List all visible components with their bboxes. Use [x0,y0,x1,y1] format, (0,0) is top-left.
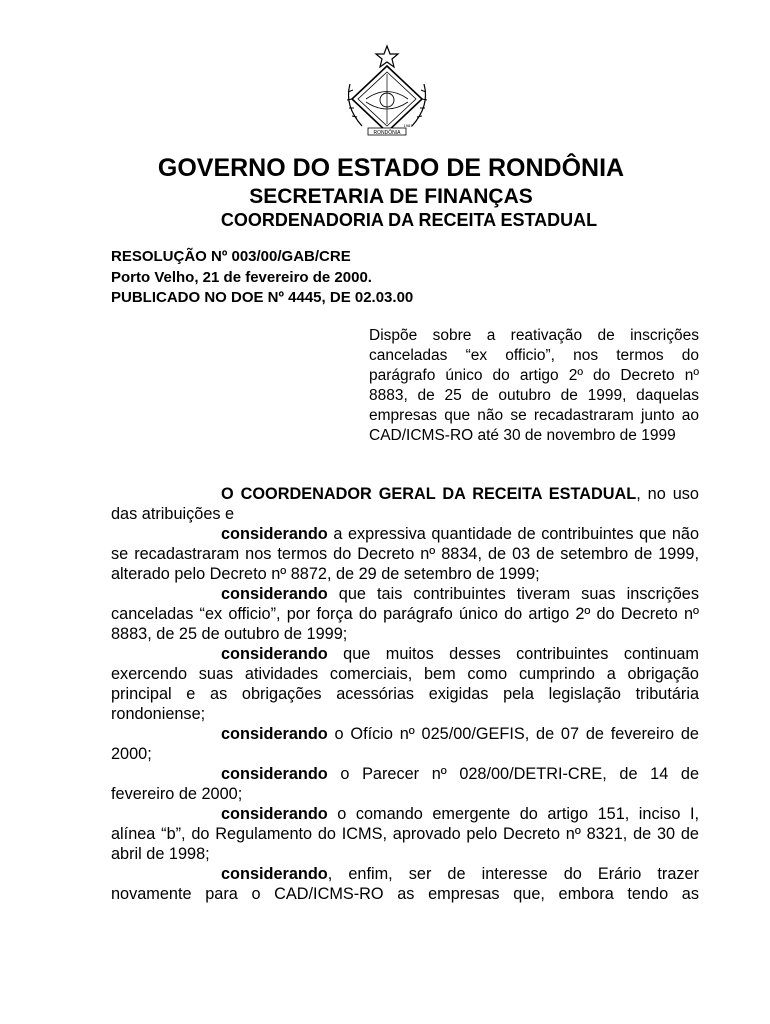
coordenadoria-title: COORDENADORIA DA RECEITA ESTADUAL [220,210,598,230]
secretaria-title: SECRETARIA DE FINANÇAS [249,185,533,208]
considerando-paragraph: considerando o comando emergente do artigo 151, inciso I, alínea “b”, do Regulamento do ICMS, aprovado pelo Decreto nº 8321, de 30 de abril de 1998; [111,805,699,863]
coordenador-label: O COORDENADOR GERAL DA RECEITA ESTADUAL [221,485,637,503]
intro-paragraph: O COORDENADOR GERAL DA RECEITA ESTADUAL, no uso das atribuições e [111,485,699,523]
seal-ribbon-text: RONDÔNIA [373,130,401,136]
publication-info: PUBLICADO NO DOE Nº 4445, DE 02.03.00 [111,289,414,306]
document-body [111,484,699,904]
considerando-paragraph: considerando que muitos desses contribuintes continuam exercendo suas atividades comerciais, bem como cumprindo a obrigação principal e as obrigações acessórias exigidas pela legislação tributária rondoniense; [111,645,699,723]
considerando-paragraph: considerando, enfim, ser de interesse do Erário trazer novamente para o CAD/ICMS-RO as empresas que, embora tendo as [111,865,699,903]
seal-year-text: 1981 [403,123,413,128]
considerando-paragraph: considerando a expressiva quantidade de contribuintes que não se recadastraram nos termos do Decreto nº 8834, de 03 de setembro de 1999, alterado pelo Decreto nº 8872, de 29 de setembro de 1999; [111,525,699,583]
state-coat-of-arms-seal [342,44,432,140]
considerando-paragraph: considerando o Parecer nº 028/00/DETRI-CRE, de 14 de fevereiro de 2000; [111,765,699,803]
place-and-date: Porto Velho, 21 de fevereiro de 2000. [111,269,372,286]
resolucao-number: RESOLUÇÃO Nº 003/00/GAB/CRE [111,248,351,265]
ementa-summary: Dispõe sobre a reativação de inscrições canceladas “ex officio”, nos termos do parágrafo único do artigo 2º do Decreto nº 8883, de 25 de outubro de 1999, daquelas empresas que não se recadastraram junto ao CAD/ICMS-RO até 30 de novembro de 1999 [369,327,699,444]
considerando-paragraph: considerando que tais contribuintes tiveram suas inscrições canceladas “ex officio”, por força do parágrafo único do artigo 2º do Decreto nº 8883, de 25 de outubro de 1999; [111,585,699,643]
governo-title: GOVERNO DO ESTADO DE RONDÔNIA [157,154,625,182]
considerando-paragraph: considerando o Ofício nº 025/00/GEFIS, de 07 de fevereiro de 2000; [111,725,699,763]
